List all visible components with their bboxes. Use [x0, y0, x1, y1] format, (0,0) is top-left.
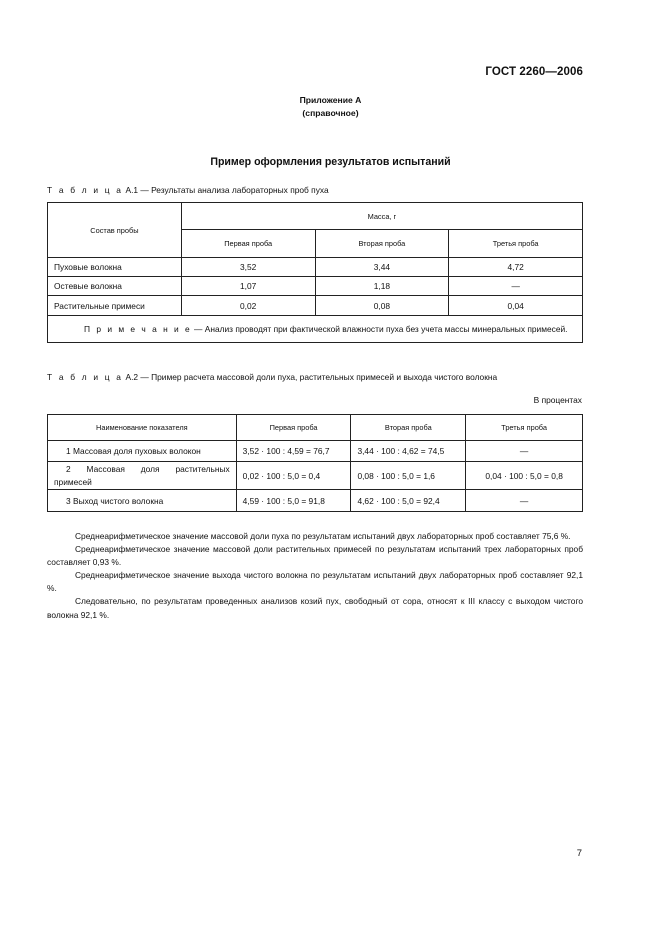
col-header-mass: Масса, г [181, 203, 582, 230]
row-label: 1 Массовая доля пуховых волокон [48, 441, 237, 462]
table-row [48, 490, 583, 512]
table2-caption-text: А.2 — Пример расчета массовой доли пуха, растительных примесей и выхода чистого волокна [123, 372, 498, 382]
row-label: 3 Выход чистого волокна [48, 490, 237, 512]
table-a1 [47, 202, 583, 343]
paragraph: Среднеарифметическое значение массовой доли пуха по результатам испытаний двух лабораторных проб составляет 75,6 %. [75, 531, 571, 541]
cell-value: 3,52 · 100 : 4,59 = 76,7 [236, 441, 351, 462]
col-header-sample-1: Первая проба [181, 230, 315, 258]
col-header-composition: Состав пробы [48, 203, 182, 258]
cell-value: 4,72 [449, 258, 583, 277]
body-text [47, 530, 583, 622]
units-label: В процентах [533, 395, 582, 405]
row-label: Растительные примеси [48, 296, 182, 316]
paragraph: Среднеарифметическое значение выхода чистого волокна по результатам испытаний двух лабораторных проб составляет 92,1 %. [47, 570, 583, 594]
cell-value: 0,02 [181, 296, 315, 316]
cell-value: 0,08 [315, 296, 449, 316]
table-row [48, 258, 583, 277]
table1-caption [47, 185, 329, 195]
table-note [48, 316, 583, 343]
cell-value: 0,04 · 100 : 5,0 = 0,8 [466, 462, 583, 490]
col-header-sample-3: Третья проба [466, 415, 583, 441]
table-row [48, 462, 583, 490]
table1-caption-prefix: Т а б л и ц а [47, 185, 124, 195]
cell-value: 3,44 · 100 : 4,62 = 74,5 [351, 441, 466, 462]
paragraph: Следовательно, по результатам проведенных анализов козий пух, свободный от сора, относят к III классу с выходом чистого волокна 92,1 %. [47, 596, 583, 620]
table-a2 [47, 414, 583, 512]
paragraph: Среднеарифметическое значение массовой доли растительных примесей по результатам испытаний трех лабораторных проб составляет 0,93 %. [47, 544, 583, 568]
cell-value: 1,07 [181, 277, 315, 296]
col-header-sample-2: Вторая проба [315, 230, 449, 258]
cell-value: 0,08 · 100 : 5,0 = 1,6 [351, 462, 466, 490]
page-number: 7 [576, 848, 582, 859]
table-row [48, 277, 583, 296]
col-header-sample-3: Третья проба [449, 230, 583, 258]
annex-title: Приложение А [299, 95, 362, 105]
row-label: Остевые волокна [48, 277, 182, 296]
cell-value: 0,04 [449, 296, 583, 316]
row-label-line: примесей [54, 476, 92, 487]
table-row [48, 441, 583, 462]
cell-value: — [466, 490, 583, 512]
row-label: Пуховые волокна [48, 258, 182, 277]
note-text: — Анализ проводят при фактической влажности пуха без учета массы минеральных примесей. [191, 324, 568, 334]
table2-caption-prefix: Т а б л и ц а [47, 372, 124, 382]
annex-heading [0, 94, 661, 120]
page-title: Пример оформления результатов испытаний [210, 156, 451, 168]
col-header-sample-1: Первая проба [236, 415, 351, 441]
cell-value: 3,44 [315, 258, 449, 277]
cell-value: 4,59 · 100 : 5,0 = 91,8 [236, 490, 351, 512]
table1-caption-text: А.1 — Результаты анализа лабораторных проб пуха [123, 185, 329, 195]
row-label [48, 462, 237, 490]
cell-value: 3,52 [181, 258, 315, 277]
table-note-row [48, 316, 583, 343]
standard-code: ГОСТ 2260—2006 [485, 66, 583, 78]
row-label-line: 2 Массовая доля растительных [66, 464, 230, 474]
col-header-sample-2: Вторая проба [351, 415, 466, 441]
annex-subtitle: (справочное) [302, 108, 359, 118]
cell-value: 1,18 [315, 277, 449, 296]
cell-value: — [466, 441, 583, 462]
cell-value: — [449, 277, 583, 296]
table-row [48, 296, 583, 316]
note-prefix: П р и м е ч а н и е [84, 324, 192, 334]
col-header-indicator: Наименование показателя [48, 415, 237, 441]
cell-value: 4,62 · 100 : 5,0 = 92,4 [351, 490, 466, 512]
table2-caption [47, 372, 497, 382]
cell-value: 0,02 · 100 : 5,0 = 0,4 [236, 462, 351, 490]
